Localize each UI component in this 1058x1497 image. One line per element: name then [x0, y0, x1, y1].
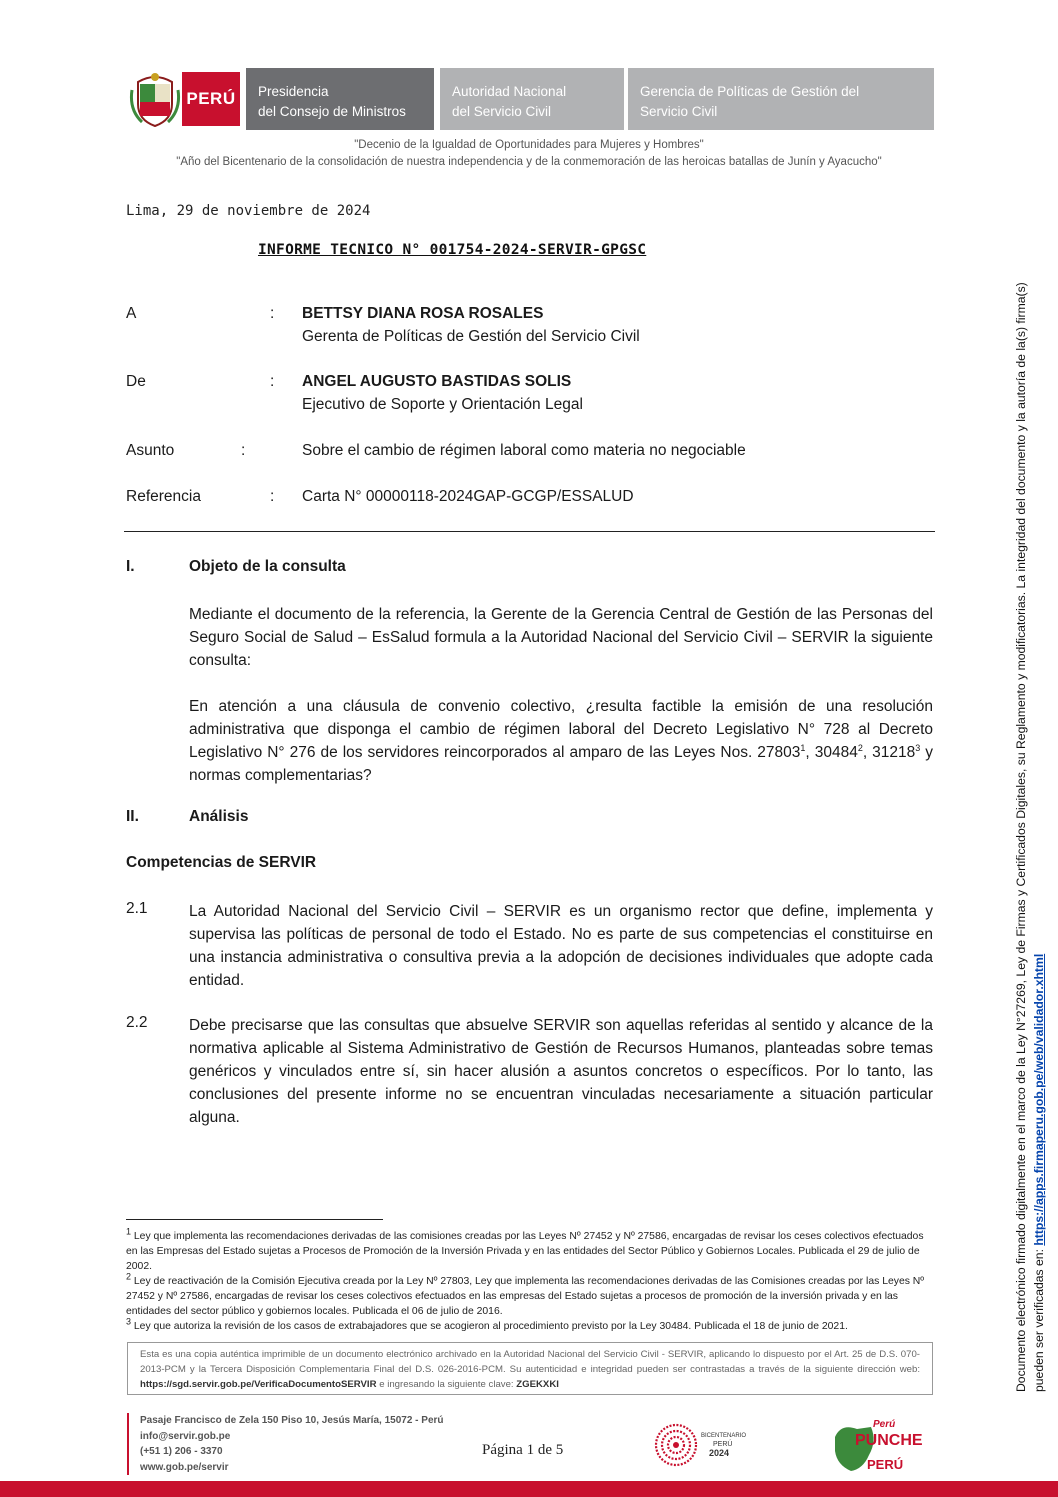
footnote-text: Ley que implementa las recomendaciones derivadas de las comisiones creadas por las Leyes Nº 27452 y Nº 27586, encargadas de revisar los ceses colectivos efectuados en las Empresas del Estado sujetas a Procesos de Promoción de la Inversión Privada y en las entidades del Sector Público y Gobiernos Locales. Publicada el 29 de julio de 2002. [126, 1231, 924, 1272]
header-box-line: Servicio Civil [640, 104, 718, 119]
address-line: Pasaje Francisco de Zela 150 Piso 10, Jesús María, 15072 - Perú [140, 1415, 444, 1426]
paragraph-query [189, 695, 933, 787]
phone-number: (+51 1) 206 - 3370 [140, 1446, 223, 1457]
bicentenario-year: 2024 [709, 1448, 730, 1458]
footnote-number: 3 [126, 1316, 132, 1327]
website-link[interactable]: www.gob.pe/servir [140, 1461, 229, 1473]
footnote-ref: 1 [800, 742, 806, 753]
footer-bar [0, 1481, 1058, 1497]
section-title: Objeto de la consulta [189, 558, 346, 575]
meta-colon: : [270, 488, 275, 505]
authenticity-notice [127, 1342, 933, 1395]
meta-colon: : [270, 373, 275, 390]
punche-text: PERÚ [867, 1457, 904, 1472]
notice-text: Esta es una copia auténtica imprimible de un documento electrónico archivado en la Autoridad Nacional del Servicio Civil - SERVIR, aplicando lo dispuesto por el Art. 25 de D.S. 070-2013-PCM y la Tercera Disposición Complementaria Final del D.S. 026-2016-PCM. Su autenticidad e integridad pueden ser contrastadas a través de la siguiente dirección web: [140, 1349, 920, 1375]
paragraph-2-1: La Autoridad Nacional del Servicio Civil – SERVIR es un organismo rector que define, implementa y supervisa las políticas de personal de todo el Estado. No es parte de sus competencias el constituirse en una instancia administrativa o consultiva previa a la adopción de decisiones individuales que adopte cada entidad. [189, 903, 933, 989]
header-box-line: del Consejo de Ministros [258, 104, 406, 119]
footnote-3 [126, 1316, 934, 1334]
paragraph-2-2: Debe precisarse que las consultas que absuelve SERVIR son aquellas referidas al sentido y alcance de la normativa aplicable al Sistema Administrativo de Gestión de Recursos Humanos, planteadas sobre temas genéricos y vinculados entre sí, sin hacer alusión a asuntos concretos o específicos. Por lo tanto, las conclusiones del presente informe no se encuentran vinculadas necesariamente a situación particular alguna. [189, 1017, 933, 1126]
motto-decenio: "Decenio de la Igualdad de Oportunidades para Mujeres y Hombres" [354, 139, 704, 151]
sender-name: ANGEL AUGUSTO BASTIDAS SOLIS [302, 373, 572, 390]
email-link[interactable]: info@servir.gob.pe [140, 1430, 231, 1442]
reference-value: Carta N° 00000118-2024GAP-GCGP/ESSALUD [302, 488, 634, 505]
document-header [128, 68, 934, 130]
section-number: I. [126, 558, 135, 575]
footnote-number: 1 [126, 1226, 132, 1237]
meta-label: A [126, 305, 137, 322]
footnote-text: Ley de reactivación de la Comisión Ejecutiva creada por la Ley Nº 27803, Ley que implementa las recomendaciones derivadas de las Comisiones creadas por las Leyes Nº 27452 y Nº 27586, encargadas de revisar los ceses colectivos efectuados en las empresas del Estado sujetas a procesos de promoción de la inversión privada y en las entidades del sector público y gobiernos locales. Publicada el 06 de julio de 2016. [126, 1276, 925, 1317]
punche-text: PUNCHE [855, 1432, 923, 1449]
header-box-pcm [246, 68, 434, 130]
meta-colon: : [241, 442, 246, 459]
meta-label: Asunto [126, 442, 175, 459]
recipient-role: Gerenta de Políticas de Gestión del Servicio Civil [302, 328, 640, 345]
page-number: Página 1 de 5 [482, 1442, 564, 1458]
digital-signature-note [1012, 212, 1048, 1392]
query-text: En atención a una cláusula de convenio colectivo, ¿resulta factible la emisión de una resolución administrativa que disponga el cambio de régimen laboral del Decreto Legislativo N° 728 al Decreto Legislativo N° 276 de los servidores reincorporados al amparo de las Leyes Nos. 27803 [189, 698, 933, 761]
meta-label: De [126, 373, 146, 390]
recipient-name: BETTSY DIANA ROSA ROSALES [302, 305, 544, 322]
footnote-number: 2 [126, 1271, 132, 1282]
signature-note-line [1030, 212, 1048, 1392]
footnote-2 [126, 1271, 934, 1319]
query-text: , 30484 [805, 744, 858, 761]
footnotes [126, 1226, 934, 1334]
header-box-line: del Servicio Civil [452, 104, 552, 119]
validator-link[interactable]: https://apps.firmaperu.gob.pe/web/validador.xhtml [1032, 953, 1046, 1246]
subject-value: Sobre el cambio de régimen laboral como materia no negociable [302, 442, 746, 459]
bicentenario-text: PERÚ [713, 1441, 733, 1448]
header-box-line: Gerencia de Políticas de Gestión del [640, 84, 860, 99]
verify-url[interactable]: https://sgd.servir.gob.pe/VerificaDocumentoSERVIR [140, 1379, 377, 1390]
motto-ano: "Año del Bicentenario de la consolidación de nuestra independencia y de la conmemoración de las heroicas batallas de Junín y Ayacucho" [176, 156, 882, 168]
header-box-gerencia [628, 68, 934, 130]
year-mottos [100, 137, 958, 171]
query-text: y normas complementarias? [189, 744, 933, 784]
header-box-line: Presidencia [258, 84, 329, 99]
verify-key: ZGEKXKI [516, 1379, 559, 1390]
signature-note-line: Documento electrónico firmado digitalmente en el marco de la Ley N°27269, Ley de Firmas y Certificados Digitales, su Reglamento y modificatorias. La integridad del documento y la autoría de la(s) firma(s) [1014, 282, 1028, 1392]
section-number: II. [126, 808, 139, 825]
meta-label: Referencia [126, 488, 201, 505]
footnote-text: Ley que autoriza la revisión de los casos de extrabajadores que se acogieron al procedimiento previsto por la Ley 30484. Publicada el 18 de junio de 2021. [131, 1321, 848, 1332]
meta-colon: : [270, 305, 275, 322]
peru-punche-logo [827, 1415, 923, 1475]
footnote-ref: 2 [857, 742, 863, 753]
section-title: Análisis [189, 808, 249, 825]
query-text: , 31218 [862, 744, 916, 761]
signature-note-text: pueden ser verificadas en: [1032, 1245, 1046, 1392]
subsection-title: Competencias de SERVIR [126, 854, 317, 871]
header-box-line: Autoridad Nacional [452, 84, 567, 99]
punche-text: Perú [873, 1419, 896, 1430]
header-box-servir [440, 68, 624, 130]
paragraph-number: 2.1 [126, 900, 148, 917]
paragraph-number: 2.2 [126, 1014, 148, 1031]
footnote-divider [126, 1219, 383, 1220]
notice-text: e ingresando la siguiente clave: [376, 1379, 517, 1390]
report-title: INFORME TECNICO N° 001754-2024-SERVIR-GPGSC [258, 242, 647, 258]
contact-address [127, 1413, 444, 1475]
meta-value [302, 302, 942, 348]
footnote-ref: 3 [915, 742, 921, 753]
paragraph-query-intro: Mediante el documento de la referencia, la Gerente de la Gerencia Central de Gestión de las Personas del Seguro Social de Salud – EsSalud formula a la Autoridad Nacional del Servicio Civil – SERVIR la siguiente consulta: [189, 606, 933, 669]
peru-logo: PERÚ [182, 72, 240, 126]
bicentenario-logo [653, 1422, 753, 1468]
footnote-1 [126, 1226, 934, 1274]
header-divider [124, 531, 935, 532]
document-date: Lima, 29 de noviembre de 2024 [126, 203, 371, 219]
bicentenario-text: BICENTENARIO [701, 1433, 747, 1439]
meta-value [302, 370, 942, 416]
sender-role: Ejecutivo de Soporte y Orientación Legal [302, 396, 583, 413]
coat-of-arms-icon [128, 70, 182, 128]
